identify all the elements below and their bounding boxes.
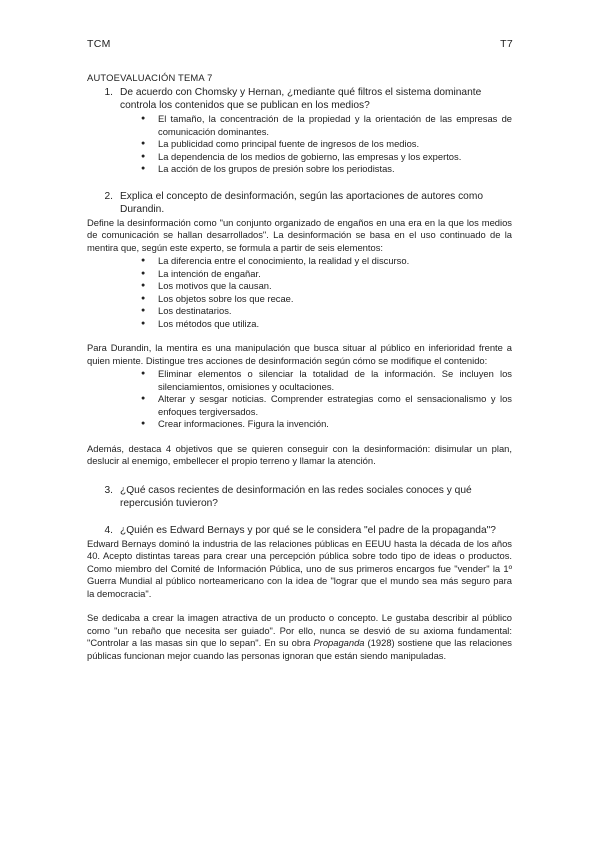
paragraph-text: Se dedicaba a crear la imagen atractiva de un producto o concepto. Le gustaba describir al público como "un rebaño que necesita ser guiado". Por ello, nunca se desvió de su axioma fundamental: "Controlar a las masas sin que lo sepan". En su obra <box>87 612 512 649</box>
list-item: ● La acción de los grupos de presión sobre los periodistas. <box>141 163 512 176</box>
answer-paragraph: Edward Bernays dominó la industria de las relaciones públicas en EEUU hasta la década de los años 40. Acepto distintas tareas para crear una percepción pública sobre todo tipo de ideas o productos. Como miembro del Comité de Información Pública, uno de sus primeros encargos fue "vender" la 1º Guerra Mundial al público norteamericano con la idea de "lograr que el mundo sea más seguro para la democracia". <box>87 537 512 599</box>
list-item: ● Eliminar elementos o silenciar la totalidad de la información. Se incluyen los silenciamientos, omisiones y ocultaciones. <box>141 368 512 393</box>
question-2 <box>87 190 512 217</box>
question-number: 1. <box>104 86 113 98</box>
header-topic: T7 <box>500 38 513 50</box>
book-title: Propaganda <box>313 637 365 649</box>
question-number: 4. <box>104 525 113 537</box>
answer-paragraph: Define la desinformación como "un conjunto organizado de engaños en una era en la que los medios de comunicación se hallan desarrollados". La desinformación se basa en el uso continuado de la mentira que, según este experto, se formula a partir de seis elementos: <box>87 216 512 253</box>
answer-paragraph <box>87 612 512 662</box>
bullet-list <box>87 368 512 431</box>
list-item: ● La diferencia entre el conocimiento, la realidad y el discurso. <box>141 255 512 268</box>
list-item: ● Crear informaciones. Figura la invención. <box>141 418 512 431</box>
question-text: ¿Quién es Edward Bernays y por qué se le considera "el padre de la propaganda"? <box>120 525 496 537</box>
answer-paragraph: Para Durandin, la mentira es una manipulación que busca situar al público en inferioridad frente a quien miente. Distingue tres acciones de desinformación según cómo se modifique el contenido: <box>87 342 512 366</box>
bullet-list <box>87 113 512 176</box>
page-header <box>87 38 513 50</box>
question-4 <box>87 524 512 537</box>
list-item: ● Los destinatarios. <box>141 305 512 318</box>
question-text: Explica el concepto de desinformación, según las aportaciones de autores como Durandin. <box>120 190 484 216</box>
document-title: AUTOEVALUACIÓN TEMA 7 <box>87 72 213 83</box>
list-item: ● La dependencia de los medios de gobierno, las empresas y los expertos. <box>141 151 512 164</box>
list-item: ● Los motivos que la causan. <box>141 280 512 293</box>
question-number: 2. <box>104 190 113 202</box>
header-course: TCM <box>87 38 111 50</box>
question-1 <box>87 86 512 113</box>
question-text: ¿Qué casos recientes de desinformación en las redes sociales conoces y qué repercusión tuvieron? <box>120 484 472 510</box>
list-item: ● Los métodos que utiliza. <box>141 318 512 331</box>
list-item: ● La publicidad como principal fuente de ingresos de los medios. <box>141 138 512 151</box>
paragraph-text: (1928) sostiene que las relaciones públicas funcionan mejor cuando las personas ignoran que están siendo manipuladas. <box>87 637 512 661</box>
document-body <box>87 72 512 662</box>
question-text: De acuerdo con Chomsky y Hernan, ¿mediante qué filtros el sistema dominante controla los contenidos que se publican en los medios? <box>120 86 482 111</box>
question-3 <box>87 484 512 511</box>
list-item: ● Alterar y sesgar noticias. Comprender estrategias como el sensacionalismo y los enfoques tergiversados. <box>141 393 512 418</box>
list-item: ● La intención de engañar. <box>141 268 512 281</box>
list-item: ● Los objetos sobre los que recae. <box>141 293 512 306</box>
bullet-list <box>87 255 512 330</box>
answer-paragraph: Además, destaca 4 objetivos que se quieren conseguir con la desinformación: disimular un plan, deslucir al enemigo, embellecer el propio terreno y llamar la atención. <box>87 442 512 467</box>
list-item: ● El tamaño, la concentración de la propiedad y la orientación de las empresas de comunicación dominantes. <box>141 113 512 138</box>
question-number: 3. <box>104 484 113 496</box>
